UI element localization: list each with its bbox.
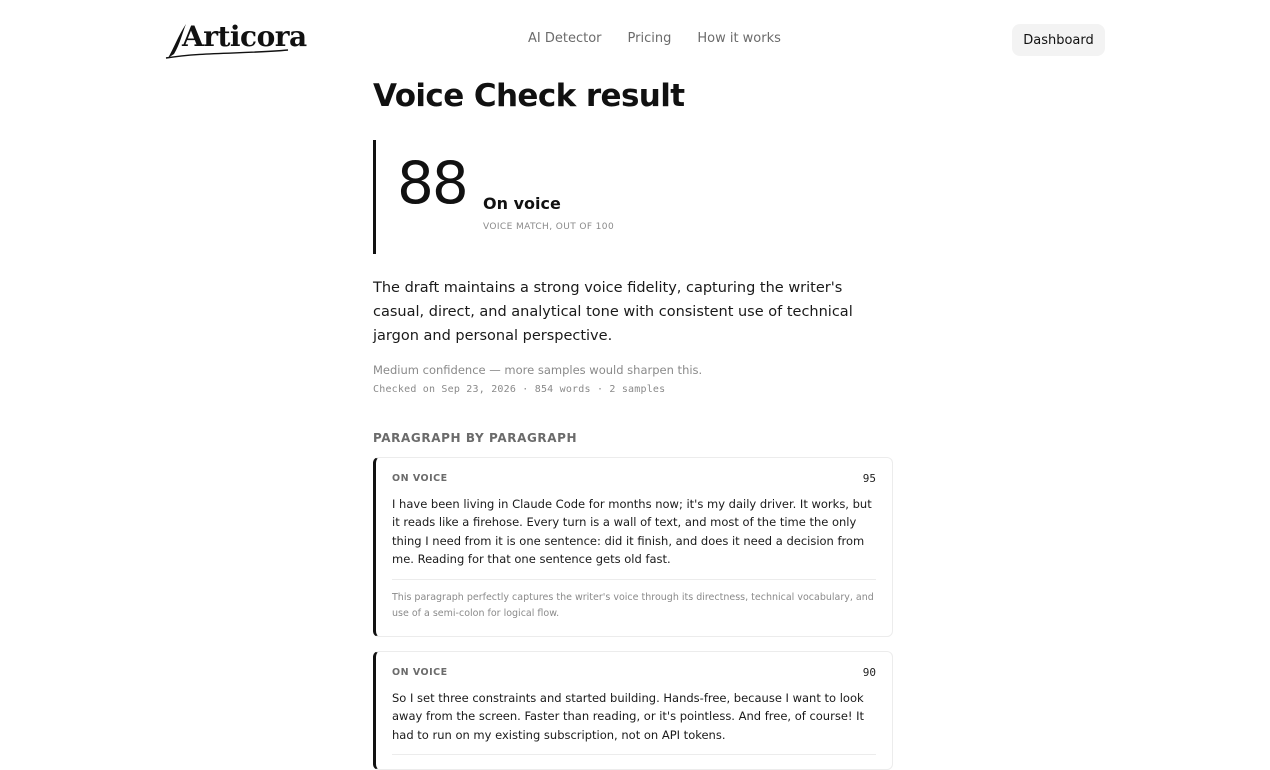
nav-how-it-works[interactable]: How it works <box>697 31 781 46</box>
paragraph-note: This paragraph perfectly captures the writer's voice through its directness, technical vocabulary, and use of a semi-colon for logical flow. <box>392 590 876 622</box>
paragraph-text: I have been living in Claude Code for months now; it's my daily driver. It works, but it reads like a firehose. Every turn is a wall of text, and most of the time the only thing I need from it is one sentence: did it finish, and does it need a decision from me. Reading for that one sentence gets old fast. <box>392 495 876 569</box>
card-divider <box>392 754 876 755</box>
brand-logo[interactable] <box>164 18 292 62</box>
nav-ai-detector[interactable]: AI Detector <box>528 31 602 46</box>
result-summary: The draft maintains a strong voice fidelity, capturing the writer's casual, direct, and analytical tone with consistent use of technical jargon and personal perspective. <box>373 276 873 348</box>
site-header <box>0 0 1270 80</box>
card-divider <box>392 579 876 580</box>
paragraph-card <box>373 651 893 770</box>
section-heading: PARAGRAPH BY PARAGRAPH <box>373 431 897 445</box>
paragraph-score: 95 <box>863 472 876 485</box>
main-nav <box>528 31 781 46</box>
paragraph-status: ON VOICE <box>392 667 448 678</box>
paragraph-score: 90 <box>863 666 876 679</box>
paragraph-status: ON VOICE <box>392 473 448 484</box>
paragraph-card <box>373 457 893 637</box>
dashboard-button[interactable]: Dashboard <box>1012 24 1105 56</box>
checked-meta: Checked on Sep 23, 2026 · 854 words · 2 samples <box>373 384 897 395</box>
score-block <box>373 140 897 254</box>
voice-score: 88 <box>397 154 467 212</box>
confidence-note: Medium confidence — more samples would sharpen this. <box>373 363 897 377</box>
paragraph-text: So I set three constraints and started building. Hands-free, because I want to look away from the screen. Faster than reading, or it's pointless. And free, of course! It had to run on my existing subscription, not on API tokens. <box>392 689 876 745</box>
nav-pricing[interactable]: Pricing <box>628 31 672 46</box>
brand-name: Articora <box>182 20 307 53</box>
page-title: Voice Check result <box>373 78 897 114</box>
score-label: On voice <box>483 194 561 213</box>
result-content <box>373 74 897 770</box>
score-sublabel: VOICE MATCH, OUT OF 100 <box>483 222 614 232</box>
